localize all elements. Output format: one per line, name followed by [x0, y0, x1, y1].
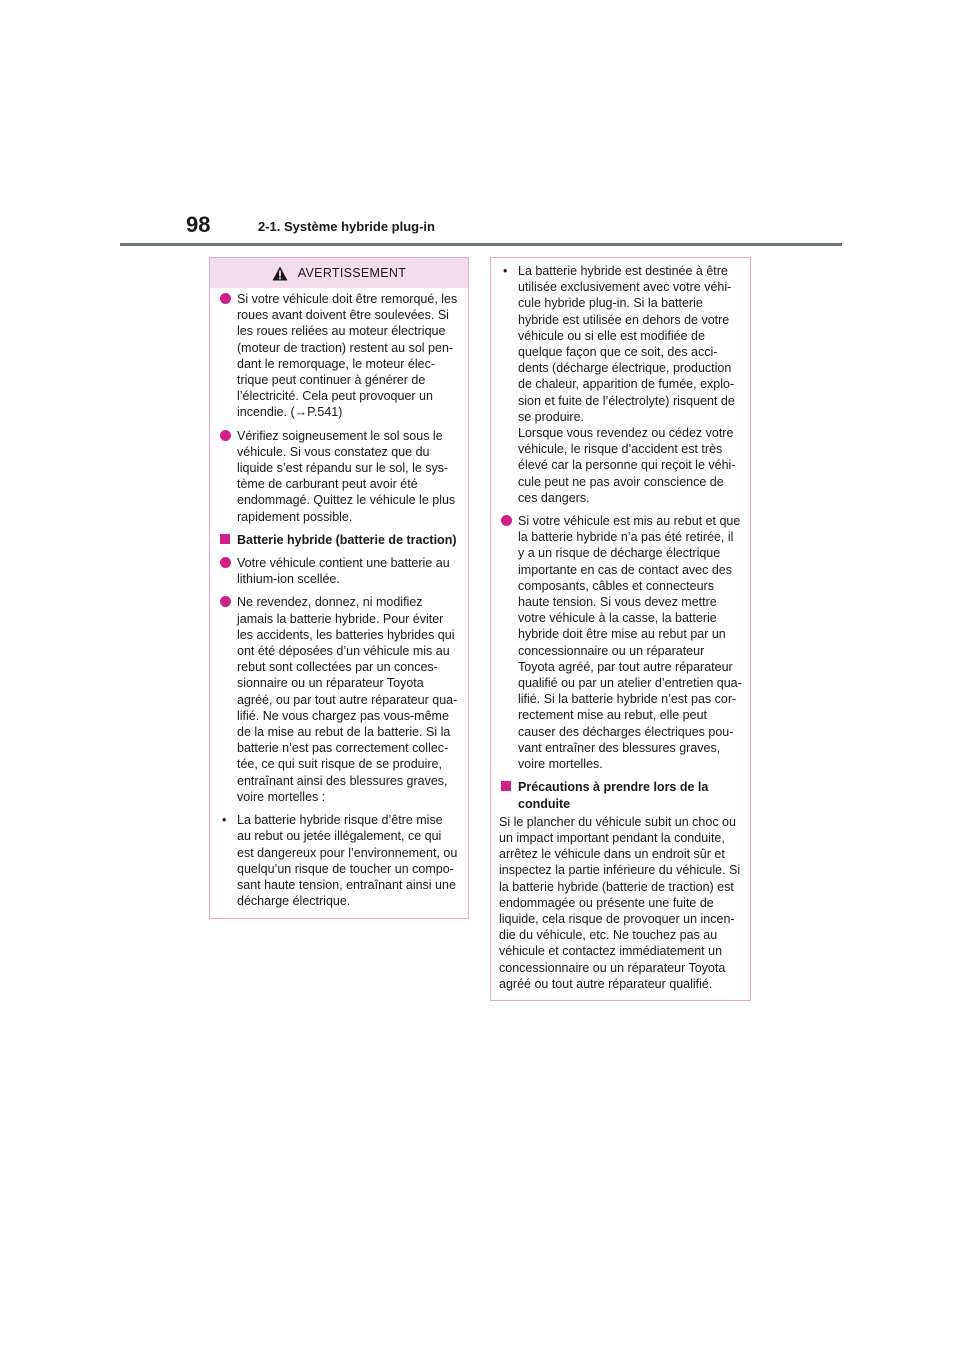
warning-box-left	[209, 257, 469, 919]
paragraph-lithium-ion: Votre véhicule contient une batterie au lithium-ion scellée.	[218, 555, 460, 587]
square-bullet-icon	[220, 534, 230, 544]
heading-driving-precautions: Précautions à prendre lors de la conduite	[499, 779, 742, 811]
paragraph-impact: Si le plancher du véhicule subit un choc ou un impact important pendant la conduite, arrêtez le véhicule dans un endroit sûr et inspectez la partie inférieure du véhicule. Si la batterie hybride (batterie de traction) est endommagée ou présente une fuite de liquide, cela risque de provoquer un incen-die du véhicule, etc. Ne touchez pas au véhicule et contactez immédiatement un concessionnaire ou un réparateur Toyota agréé ou tout autre réparateur qualifié.	[499, 814, 741, 991]
paragraph-fluid-leak: Vérifiez soigneusement le sol sous le véhicule. Si vous constatez que du liquide s’est répandu sur le sol, le sys-tème de carburant peut avoir été endommagé. Quittez le véhicule le plus rapidement possible.	[218, 428, 460, 525]
list-item-exclusive-use: • La batterie hybride est destinée à être utilisée exclusivement avec votre véhi-cule hybride plug-in. Si la batterie hybride est utilisée en dehors de votre véhicule ou si elle est modifiée de quelque façon que ce soit, des acci-dents (décharge électrique, production de chaleur, apparition de fumée, explo-sion et fuite de l’électrolyte) risquent de se produire.	[503, 264, 735, 424]
paragraph-resale: Ne revendez, donnez, ni modifiez jamais la batterie hybride. Pour éviter les accidents, les batteries hybrides qui ont été déposées d’un véhicule mis au rebut sont collectées par un conces-sionnaire ou un réparateur Toyota agréé, ou par tout autre réparateur qua-lifié. Ne vous chargez pas vous-même de la mise au rebut de la batterie. Si la batterie n’est pas correctement collec-tée, ce qui suit risque de se produire, entraînant ainsi des blessures graves, voire mortelles :	[218, 594, 460, 805]
list-bullet: •	[503, 264, 508, 278]
warning-box-right	[490, 257, 751, 1001]
warning-header	[210, 258, 468, 288]
list-item-illegal-disposal: • La batterie hybride risque d’être mise au rebut ou jetée illégalement, ce qui est dangereux pour l’environnement, ou quelqu’un risque de toucher un compo-sant haute tension, entraînant ainsi une décharge électrique.	[222, 813, 458, 909]
warning-title: AVERTISSEMENT	[297, 265, 407, 280]
paragraph-resale-risk: Lorsque vous revendez ou cédez votre véhicule, le risque d’accident est très élevé car la personne qui reçoit le véhi-cule peut ne pas avoir conscience de ces dangers.	[518, 426, 736, 505]
circle-bullet-icon	[220, 293, 231, 304]
paragraph-scrapping: Si votre véhicule est mis au rebut et que la batterie hybride n’a pas été retirée, il y a un risque de décharge électrique importante en cas de contact avec des composants, câbles et connecteurs haute tension. Si vous devez mettre votre véhicule à la casse, la batterie hybride doit être mise au rebut par un concessionnaire ou un réparateur Toyota agréé, par tout autre réparateur qualifié ou par un atelier d’entretien qua-lifié. Si la batterie hybride n’est pas cor-rectement mise au rebut, elle peut causer des décharges électriques pou-vant entraîner des blessures graves, voire mortelles.	[499, 513, 742, 772]
circle-bullet-icon	[501, 515, 512, 526]
list-bullet: •	[222, 813, 227, 828]
warning-triangle-icon	[272, 266, 288, 281]
circle-bullet-icon	[220, 557, 231, 568]
circle-bullet-icon	[220, 430, 231, 441]
section-title: 2-1. Système hybride plug-in	[258, 219, 435, 234]
square-bullet-icon	[501, 781, 511, 791]
header-rule	[120, 243, 842, 246]
heading-hybrid-battery: Batterie hybride (batterie de traction)	[218, 532, 460, 548]
circle-bullet-icon	[220, 596, 231, 607]
page-number: 98	[186, 212, 211, 237]
paragraph-towing: Si votre véhicule doit être remorqué, les roues avant doivent être soulevées. Si les roues reliées au moteur électrique (moteur de traction) restent au sol pen-dant le remorquage, le moteur élec-trique peut continuer à générer de l’électricité. Cela peut provoquer un incendie. (→P.541)	[218, 291, 460, 421]
